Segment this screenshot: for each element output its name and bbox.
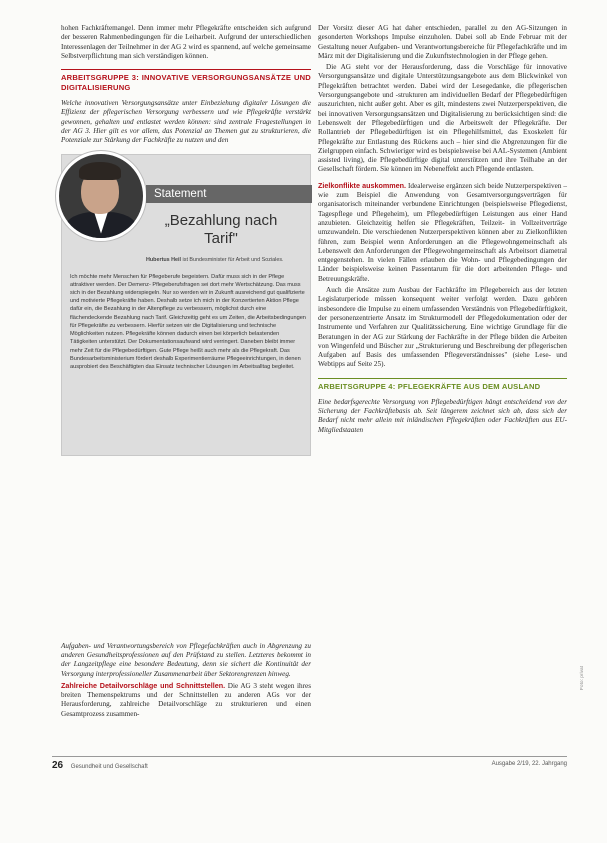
section3-intro: Welche innovativen Versorgungsansätze unter Einbeziehung digitaler Lösungen die Effizienz der pflegerischen Versorgung verbessern und wie Pflegekräfte verstärkt gewonnen, gehalten und entlastet werden können: sind zentrale Fragestellungen in der AG 3. Hier gilt es vor allem, das Potenzial an Themen gut zu strukturieren, die Potenziale zur Stärkung der Fachkräfte zu nutzen und den [61,99,311,145]
right-column [318,24,567,437]
right-paragraph-1: Der Vorsitz dieser AG hat daher entschieden, parallel zu den AG-Sitzungen in gesonderten Workshops Impulse einzuholen. Dabei soll ab Ende Februar mit der Gestaltung neuer Aufgaben- und Verantwortungsbereiche für Pflegefachkräfte und im März mit der Digitalisierung und die Zukunftstechnologien in der Pflege gehen. [318,24,567,60]
section4-heading: ARBEITSGRUPPE 4: PFLEGEKRÄFTE AUS DEM AUSLAND [318,378,567,392]
right-paragraph-3 [318,181,567,284]
runin-text: Die AG 3 steht wegen ihres breiten Themenspektrums und der Schnittstellen zu anderen AGs vor der Herausforderung, zahlreiche Detailvorschläge zu strukturieren und einen Gesamtprozess zusammen- [61,681,312,718]
intro-paragraph: hohen Fachkräftemangel. Denn immer mehr Pflegekräfte entscheiden sich aufgrund der besseren Rahmenbedingungen für die Leiharbeit. Aufgrund der unterschiedlichen Interessenlagen der Teilnehmer in der AG 2 wird es spannend, auf welche gemeinsame Selbstverpflichtung man sich verständigen können. [61,24,311,60]
right-paragraph-2: Die AG steht vor der Herausforderung, dass die Vorschläge für innovative Versorgungsansätze und digitale Unterstützungsangebote aus dem Blickwinkel von Pflegekräften betrachtet werden. Dabei wird der Lesegedanke, die pflegerischen Versorgungsangebote und -strukturen am individuellen Bedarf der Pflegebedürftigen auszurichten, nicht außer geht. Aber es gilt, mindestens zwei Nutzerperspektiven, die bei innovativen Versorgungsansätzen und Digitalisierung zu berücksichtigen sind: die Lebenswelt der Pflegebedürftigen und die Arbeitswelt der Pflegekräfte. Der Rollantrieb der Pflegebedürftigen ist ein Pflegehilfsmittel, das Exoskelett für Pflegekräfte zur Entlastung des Rückens auch – hier sind die Abgrenzungen für die Zielgruppen einfach. Schwieriger wird es beispielsweise bei AAL-Systemen (Ambient assisted living), die Pflegebedürftige digital unterstützen und ihre Teilhabe an der Gesellschaft fördern. Sie können im Nebeneffekt auch Pflegende entlasten. [318,63,567,174]
right-runin-label: Zielkonflikte auskommen. [318,180,407,190]
portrait-photo [56,151,146,241]
statement-box [61,154,311,456]
runin-paragraph [61,681,311,719]
quote-title: „Bezahlung nach Tarif" [164,211,278,247]
attribution-role: ist Bundesminister für Arbeit und Soziales. [182,256,284,263]
statement-label: Statement [146,185,312,203]
right-paragraph-4: Auch die Ansätze zum Ausbau der Fachkräfte im Pflegebereich aus der letzten Legislaturperiode müssen konsequent weiter verfolgt werden. Dazu gehören insbesondere die Impulse zu einem umfassenden Verständnis von Pflegebedürftigkeit, der personenzentrierte Ansatz im Strukturmodell der Pflegedokumentation oder der Instrumente und Verfahren zur Qualitätssicherung. Eine wichtige Grundlage für die Beratungen in der AG zur Stärkung der Fachkräfte in der Pflege bilden die Arbeiten von Wingenfeld und Büscher zur „Strukturierung und Beschreibung der pflegerischen Aufgaben auf Basis des umfassenden Pflegeverständnisses" (siehe Lese- und Webtipps auf Seite 25). [318,286,567,369]
attribution [146,257,306,264]
section4-intro: Eine bedarfsgerechte Versorgung von Pflegebedürftigen hängt entscheidend von der Sicherung der Fachkräftebasis ab. Seit längerem zeichnet sich ab, dass sich der Bedarf nicht mehr allein mit inländischen Pflegekräften oder Fachkräften aus EU-Mitgliedstaaten [318,397,567,434]
footer-journal: Ausgabe 2/19, 22. Jahrgang [491,761,567,767]
attribution-name: Hubertus Heil [146,256,182,263]
statement-text: Ich möchte mehr Menschen für Pflegeberufe begeistern. Dafür muss sich in der Pflege attraktiver werden. Der Demenz- Pflegeberufsfragen sei dort mehr Wertschätzung. Das muss sich in der Bezahlung widerspiegeln. Nur so werden wir in Zukunft ausreichend gut qualifizierte und motivierte Pflegekräfte haben. Deshalb setze ich mich in der Konzertierten Aktion Pflege dafür ein, die Bezahlung in der Altenpflege zu verbessern, möglichst durch eine flächendeckende Bezahlung nach Tarif. Gleichzeitig geht es um Zeiten, die Arbeitsbedingungen für Pflegekräfte zu verbessern. Hierfür setzen wir die Digitalisierung und technische Möglichkeiten nutzen. Pflegekräfte können dadurch einen bei körperlich belastenden Tätigkeiten unterstützt. Der Dokumentationsaufwand wird verringert. Daneben bleibt immer mehr Zeit für die Pflegebedürftigen. Gute Pflege heißt auch mehr als die Pflegekraft. Das Bundesarbeitsministerium fördert deshalb Experimentierräume Pflegeeinrichtungen, in denen ausprobiert des Beschäftigten das Einsatz technischer Lösungen im Arbeitsalltag begleitet. [70,273,306,370]
page-footer [52,756,567,771]
footer-section: Gesundheit und Gesellschaft [70,764,148,770]
continuation-paragraph: Aufgaben- und Verantwortungsbereich von Pflegefachkräften auch in Abgrenzung zu anderen Gesundheitsprofessionen auf den Prüfstand zu stellen. Letzteres bekommt in der Langzeitpflege eine besondere Bedeutung, denn sie sichert die Kontinuität der Versorgung interprofessioneller Zusammenarbeit über Sektorengrenzen hinweg. [61,641,311,678]
left-column [61,24,311,721]
runin-label: Zahlreiche Detailvorschläge und Schnittstellen. [61,680,226,690]
photo-credit: Foto: privat [580,666,585,690]
right-runin-text: Idealerweise ergänzen sich beide Nutzerperspektiven – wie zum Beispiel die Anwendung von Gesamtversorgungsverträgen für organisatorisch miteinander verbundene Einrichtungen (beispielsweise Pflegedienst, Tagespflege und Pflegeheim), um Pflegebedürftigen Leistungen aus einer Hand anzubieten. Gleichzeitig helfen sie Pflegekräften, Teilzeit- in Vollzeitverträge umzuwandeln. Die verschiedenen Nutzerperspektiven können aber zu Zielkonflikten führen, zum Beispiel wenn Anforderungen an die Pflegewohngemeinschaft als Lebenswelt den Anforderungen der Pflegewohngemeinschaft als Arbeitsort diametral entgegenstehen. In vielen Fällen erlauben die Wohn- und Pflegebedingungen der Länder beispielsweise keinen Passentarum für die dort arbeitenden Pflege- und Betreuungskräfte. [318,181,567,283]
section3-heading: ARBEITSGRUPPE 3: INNOVATIVE VERSORGUNGSANSÄTZE UND DIGITALISIERUNG [61,69,311,93]
page-number: 26 [52,760,64,771]
